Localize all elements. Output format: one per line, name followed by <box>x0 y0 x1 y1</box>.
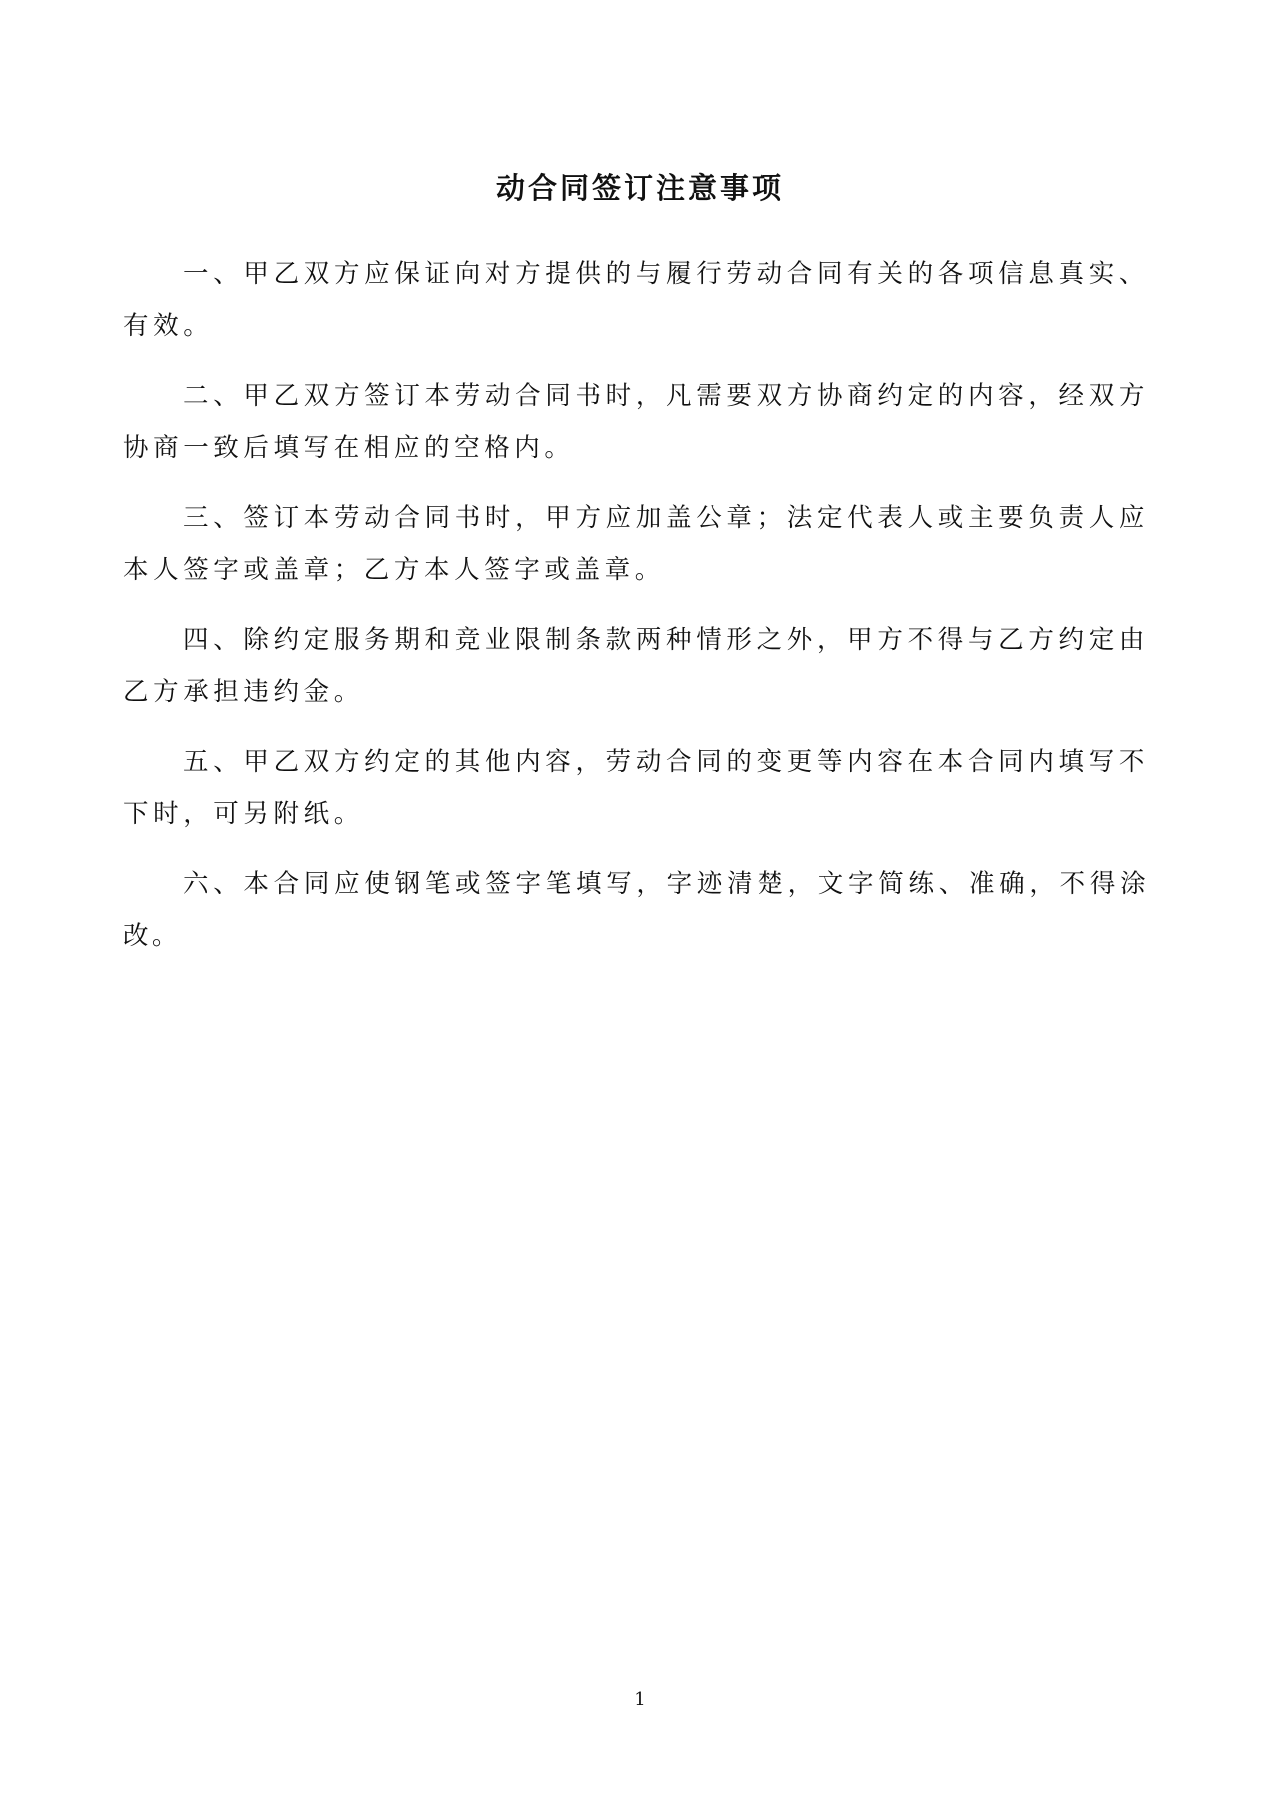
clause-6: 六、本合同应使钢笔或签字笔填写，字迹清楚，文字简练、准确，不得涂改。 <box>123 869 1149 951</box>
clause-list <box>123 248 1149 980</box>
clause-1: 一、甲乙双方应保证向对方提供的与履行劳动合同有关的各项信息真实、有效。 <box>123 259 1149 341</box>
page-number: 1 <box>634 1689 646 1710</box>
document-title: 动合同签订注意事项 <box>495 171 784 205</box>
clause-4: 四、除约定服务期和竞业限制条款两种情形之外，甲方不得与乙方约定由乙方承担违约金。 <box>123 625 1149 707</box>
clause-5: 五、甲乙双方约定的其他内容，劳动合同的变更等内容在本合同内填写不下时，可另附纸。 <box>123 747 1149 829</box>
clause-2: 二、甲乙双方签订本劳动合同书时，凡需要双方协商约定的内容，经双方协商一致后填写在相应的空格内。 <box>123 381 1149 463</box>
clause-3: 三、签订本劳动合同书时，甲方应加盖公章；法定代表人或主要负责人应本人签字或盖章；乙方本人签字或盖章。 <box>123 503 1149 585</box>
